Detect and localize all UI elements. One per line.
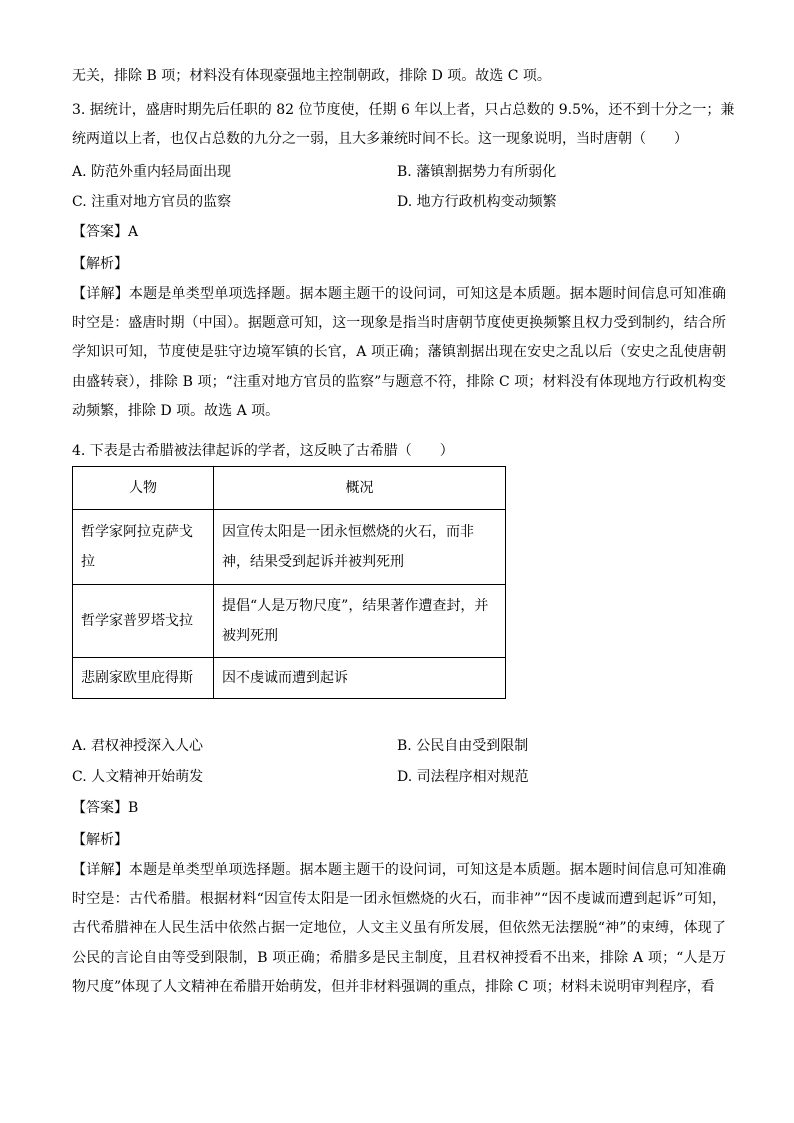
table-row — [73, 658, 506, 699]
q4-detail-paragraph: 【详解】本题是单类型单项选择题。据本题主题干的设问词，可知这是本质题。据本题时间信息可知准确时空是：古代希腊。根据材料“因宣传太阳是一团永恒燃烧的火石，而非神”“因不虔诚而遭到起诉”可知，古代希腊神在人民生活中依然占据一定地位，人文主义虽有所发展，但依然无法摆脱“神”的束缚，体现了公民的言论自由等受到限制，B 项正确；希腊多是民主制度，且君权神授看不出来，排除 A 项；“人是万物尺度”体现了人文精神在希腊开始萌发，但并非材料强调的重点，排除 C 项；材料未说明审判程序，看 — [72, 862, 726, 995]
q3-option-a: A. 防范外重内轻局面出现 — [72, 164, 232, 180]
table-header-row — [73, 467, 506, 510]
table-header-summary: 概况 — [214, 467, 506, 510]
q3-stem-line-2: 统两道以上者，也仅占总数的九分之一弱，且大多兼统时间不长。这一现象说明，当时唐朝（ ） — [72, 131, 688, 147]
q4-analysis-label: 【解析】 — [72, 832, 128, 848]
q3-option-b: B. 藩镇割据势力有所弱化 — [397, 164, 557, 180]
table-cell-person: 悲剧家欧里庇得斯 — [73, 658, 214, 699]
q4-option-d: D. 司法程序相对规范 — [397, 769, 529, 785]
q3-detail-paragraph: 【详解】本题是单类型单项选择题。据本题主题干的设问词，可知这是本质题。据本题时间信息可知准确时空是：盛唐时期（中国）。据题意可知，这一现象是指当时唐朝节度使更换频繁且权力受到制约，结合所学知识可知，节度使是驻守边境军镇的长官，A 项正确；藩镇割据出现在安史之乱以后（安史之乱使唐朝由盛转衰），排除 B 项；“注重对地方官员的监察”与题意不符，排除 C 项；材料没有体现地方行政机构变动频繁，排除 D 项。故选 A 项。 — [72, 286, 726, 419]
q4-answer: 【答案】B — [72, 800, 139, 816]
table-cell-summary: 提倡“人是万物尺度”，结果著作遭查封，并被判死刑 — [214, 585, 506, 658]
q3-answer: 【答案】A — [72, 224, 139, 240]
table-row — [73, 510, 506, 585]
table-row — [73, 585, 506, 658]
table-cell-person: 哲学家普罗塔戈拉 — [73, 585, 214, 658]
q3-analysis-label: 【解析】 — [72, 256, 128, 272]
table-cell-person: 哲学家阿拉克萨戈拉 — [73, 510, 214, 585]
table-header-person: 人物 — [73, 467, 214, 510]
table-cell-summary: 因不虔诚而遭到起诉 — [214, 658, 506, 699]
q4-option-a: A. 君权神授深入人心 — [72, 738, 204, 754]
q4-option-b: B. 公民自由受到限制 — [397, 738, 529, 754]
q3-stem-line-1: 3. 据统计，盛唐时期先后任职的 82 位节度使，任期 6 年以上者，只占总数的 9.5%，还不到十分之一；兼 — [72, 102, 735, 118]
q4-stem: 4. 下表是古希腊被法律起诉的学者，这反映了古希腊（ ） — [72, 443, 454, 459]
q3-option-d: D. 地方行政机构变动频繁 — [397, 194, 557, 210]
q3-option-c: C. 注重对地方官员的监察 — [72, 194, 232, 210]
table-cell-summary: 因宣传太阳是一团永恒燃烧的火石，而非神，结果受到起诉并被判死刑 — [214, 510, 506, 585]
continuation-line: 无关，排除 B 项；材料没有体现豪强地主控制朝政，排除 D 项。故选 C 项。 — [72, 68, 551, 84]
q4-option-c: C. 人文精神开始萌发 — [72, 769, 204, 785]
q4-table — [72, 466, 506, 699]
